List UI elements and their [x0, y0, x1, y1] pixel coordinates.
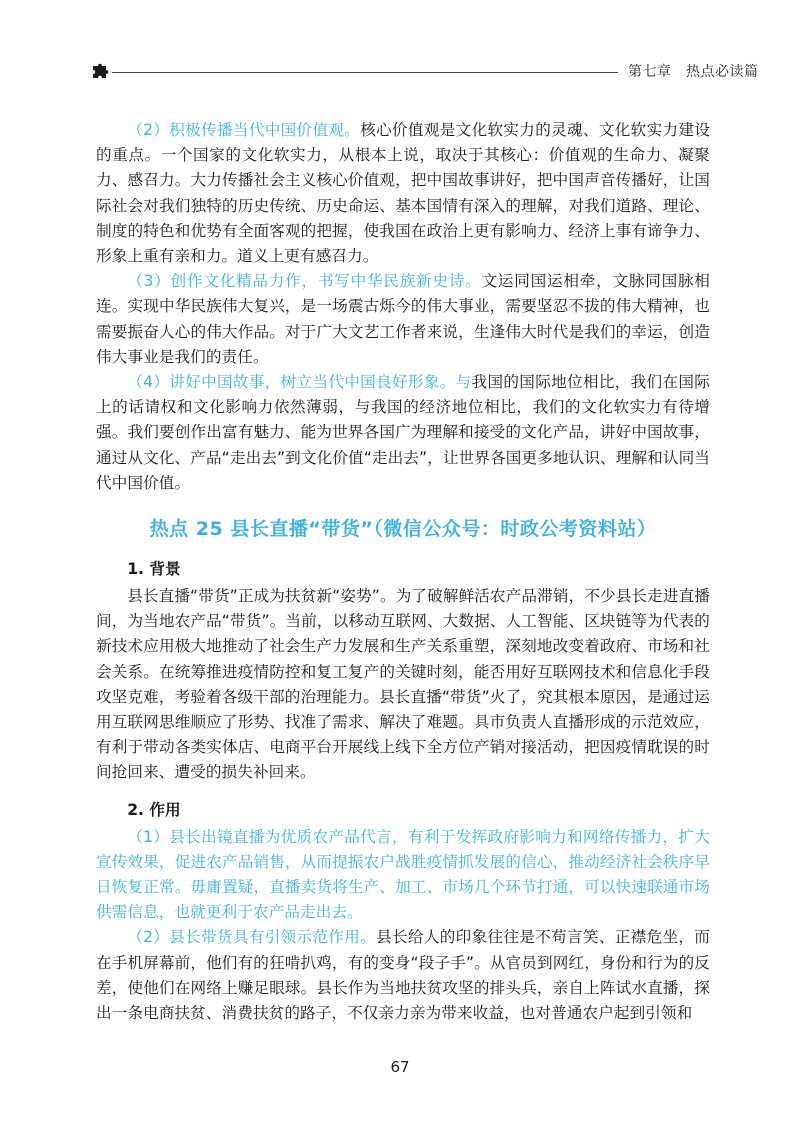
hotspot-title: 热点 25 县长直播“带货”（微信公众号：时政公考资料站）: [149, 518, 657, 541]
paragraph-china-story: [96, 370, 710, 496]
paragraph-lead: （2）积极传播当代中国价值观。: [127, 121, 361, 139]
page-content: [96, 118, 710, 1026]
paragraph-value-spread: [96, 118, 710, 269]
paragraph-body: 文运同国运相牵，文脉同国脉相连。实现中华民族伟大复兴，是一场震古烁今的伟大事业，需要坚忍不拔的伟大精神，也需要振奋人心的伟大作品。对于广大文艺工作者来说，生逢伟大时代是我们的幸运，创造伟大事业是我们的责任。: [96, 272, 711, 366]
paragraph-effect-1: （1）县长出镜直播为优质农产品代言，有利于发挥政府影响力和网络传播力，扩大宣传效果，促进农产品销售，从而提振农户战胜疫情抓发展的信心，推动经济社会秩序早日恢复正常。毋庸置疑，直播卖货将生产、加工、市场几个环节打通，可以快速联通市场供需信息，也就更利于农产品走出去。: [96, 827, 710, 922]
paragraph-body: 我国的国际地位相比，我们在国际上的话请权和文化影响力依然薄弱，与我国的经济地位相比，我们的文化软实力有待增强。我们要创作出富有魅力、能为世界各国广为理解和接受的文化产品，讲好中国故事，通过从文化、产品“走出去”到文化价值“走出去”，让世界各国更多地认识、理解和认同当代中国价值。: [96, 373, 710, 492]
paragraph-lead: （2）县长带货具有引领示范作用。: [127, 928, 377, 947]
puzzle-icon: [90, 60, 112, 82]
section-heading-effect: 2. 作用: [127, 800, 181, 819]
header-rule: [112, 72, 618, 73]
paragraph-body: 核心价值观是文化软实力的灵魂、文化软实力建设的重点。一个国家的文化软实力，从根本上说，取决于其核心：价值观的生命力、凝聚力、感召力。大力传播社会主义核心价值观，把中国故事讲好，把中国声音传播好，让国际社会对我们独特的历史传统、历史命运、基本国情有深入的理解，对我们道路、理论、制度的特色和优势有全面客观的把握，使我国在政治上更有影响力、经济上事有谛争力、形象上重有亲和力。道义上更有感召力。: [96, 121, 711, 266]
chapter-label: 第七章 热点必读篇: [628, 64, 759, 80]
paragraph-lead: （3）创作文化精品力作，书写中华民族新史诗。: [127, 272, 482, 291]
section-heading-background: 1. 背景: [127, 560, 181, 579]
paragraph-lead: （4）讲好中国故事，树立当代中国良好形象。与: [127, 373, 472, 392]
page-number: 67: [390, 1058, 410, 1076]
page-header: [90, 58, 759, 86]
paragraph-effect-2: [96, 925, 710, 1026]
paragraph-body: 县长给人的印象往往是不苟言笑、正襟危坐，而在手机屏幕前，他们有的狂啃扒鸡，有的变身“段子手”。从官员到网红，身份和行为的反差，使他们在网络上赚足眼球。县长作为当地扶贫攻坚的排头兵，亲自上阵试水直播，探出一条电商扶贫、消费扶贫的路子，不仅亲力亲为带来收益，也对普通农户起到引领和: [96, 928, 710, 1023]
paragraph-background: 县长直播“带货”正成为扶贫新“姿势”。为了破解鲜活农产品滞销，不少县长走进直播间，为当地农产品“带货”。当前，以移动互联网、大数据、人工智能、区块链等为代表的新技术应用极大地推动了社会生产力发展和生产关系重塑，深刻地改变着政府、市场和社会关系。在统筹推进疫情防控和复工复产的关键时刻，能否用好互联网技术和信息化手段攻坚克难，考验着各级干部的治理能力。县长直播“带货”火了，究其根本原因，是通过运用互联网思维顺应了形势、找准了需求、解决了难题。具市负责人直播形成的示范效应，有利于带动各类实体店、电商平台开展线上线下全方位产销对接活动，把因疫情耽误的时间抢回来、遭受的损失补回来。: [96, 587, 710, 782]
paragraph-cultural-works: [96, 269, 710, 370]
